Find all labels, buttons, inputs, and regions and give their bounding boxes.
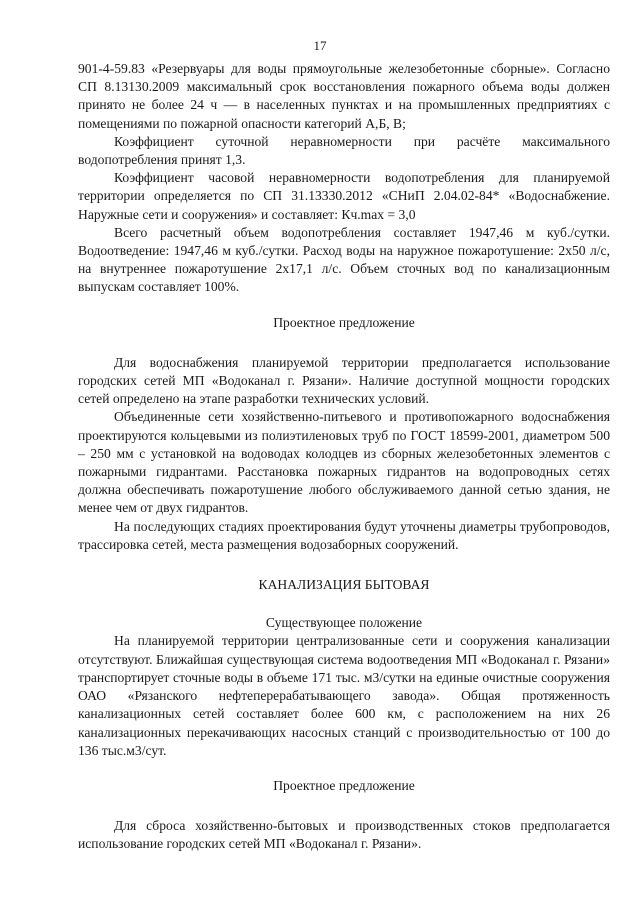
paragraph-hourly-coefficient: Коэффициент часовой неравномерности водопотребления для планируемой территории определяется по СП 31.13330.2012 «СНиП 2.04.02-84* «Водоснабжение. Наружные сети и сооружения» и составляет: Кч.max = 3,0 <box>78 170 610 222</box>
paragraph-wastewater-discharge: Для сброса хозяйственно-бытовых и производственных стоков предполагается использование городских сетей МП «Водоканал г. Рязани». <box>78 818 610 852</box>
paragraph-daily-coefficient: Коэффициент суточной неравномерности при расчёте максимального водопотребления принят 1,3. <box>78 133 610 168</box>
paragraph-total-volume: Всего расчетный объем водопотребления составляет 1947,46 м куб./сутки. Водоотведение: 1947,46 м куб./сутки. Расход воды на наружное пожаротушение: 2х50 л/с, на внутреннее пожаротушение 2х17,1 л/с. Объем сточных вод по канализационным выпускам составляет 100%. <box>78 224 610 295</box>
paragraph-next-stages: На последующих стадиях проектирования будут уточнены диаметры трубопроводов, трассировка сетей, места размещения водозаборных сооружений. <box>78 518 610 552</box>
paragraph-reservoirs: 901-4-59.83 «Резервуары для воды прямоугольные железобетонные сборные». Согласно СП 8.13130.2009 максимальный срок восстановления пожарного объема воды должен принято не более 24 ч — в населенных пунктах и на промышленных предприятиях с помещениями по пожарной опасности категорий А,Б, В; <box>78 61 610 131</box>
heading-sewerage: КАНАЛИЗАЦИЯ БЫТОВАЯ <box>258 577 430 593</box>
document-body <box>78 60 610 854</box>
heading-proposal-sewerage: Проектное предложение <box>273 777 415 793</box>
heading-proposal-water: Проектное предложение <box>273 314 415 330</box>
page-number: 17 <box>313 38 327 53</box>
paragraph-water-supply: Для водоснабжения планируемой территории предполагается использование городских сетей МП «Водоканал г. Рязани». Наличие доступной мощности городских сетей определено на этапе разработки технических условий. <box>78 354 610 407</box>
heading-existing-state: Существующее положение <box>265 615 423 631</box>
paragraph-combined-networks: Объединенные сети хозяйственно-питьевого и противопожарного водоснабжения проектируются кольцевыми из полиэтиленовых труб по ГОСТ 18599-2001, диаметром 500 – 250 мм с установкой на водоводах колодцев из сборных железобетонных элементов с пожарными гидрантами. Расстановка пожарных гидрантов на водопроводных сетях должна обеспечивать пожаротушение любого обслуживаемого данной сетью здания, не менее чем от двух гидрантов. <box>78 409 610 516</box>
paragraph-existing-sewerage: На планируемой территории централизованные сети и сооружения канализации отсутствуют. Ближайшая существующая система водоотведения МП «Водоканал г. Рязани» транспортирует сточные воды в объеме 171 тыс. м3/сутки на единые очистные сооружения ОАО «Рязанского нефтеперерабатывающего завода». Общая протяженность канализационных сетей составляет более 600 км, с расположением на них 26 канализационных перекачивающих насосных станций с производительностью от 100 до 136 тыс.м3/сут. <box>78 633 610 758</box>
